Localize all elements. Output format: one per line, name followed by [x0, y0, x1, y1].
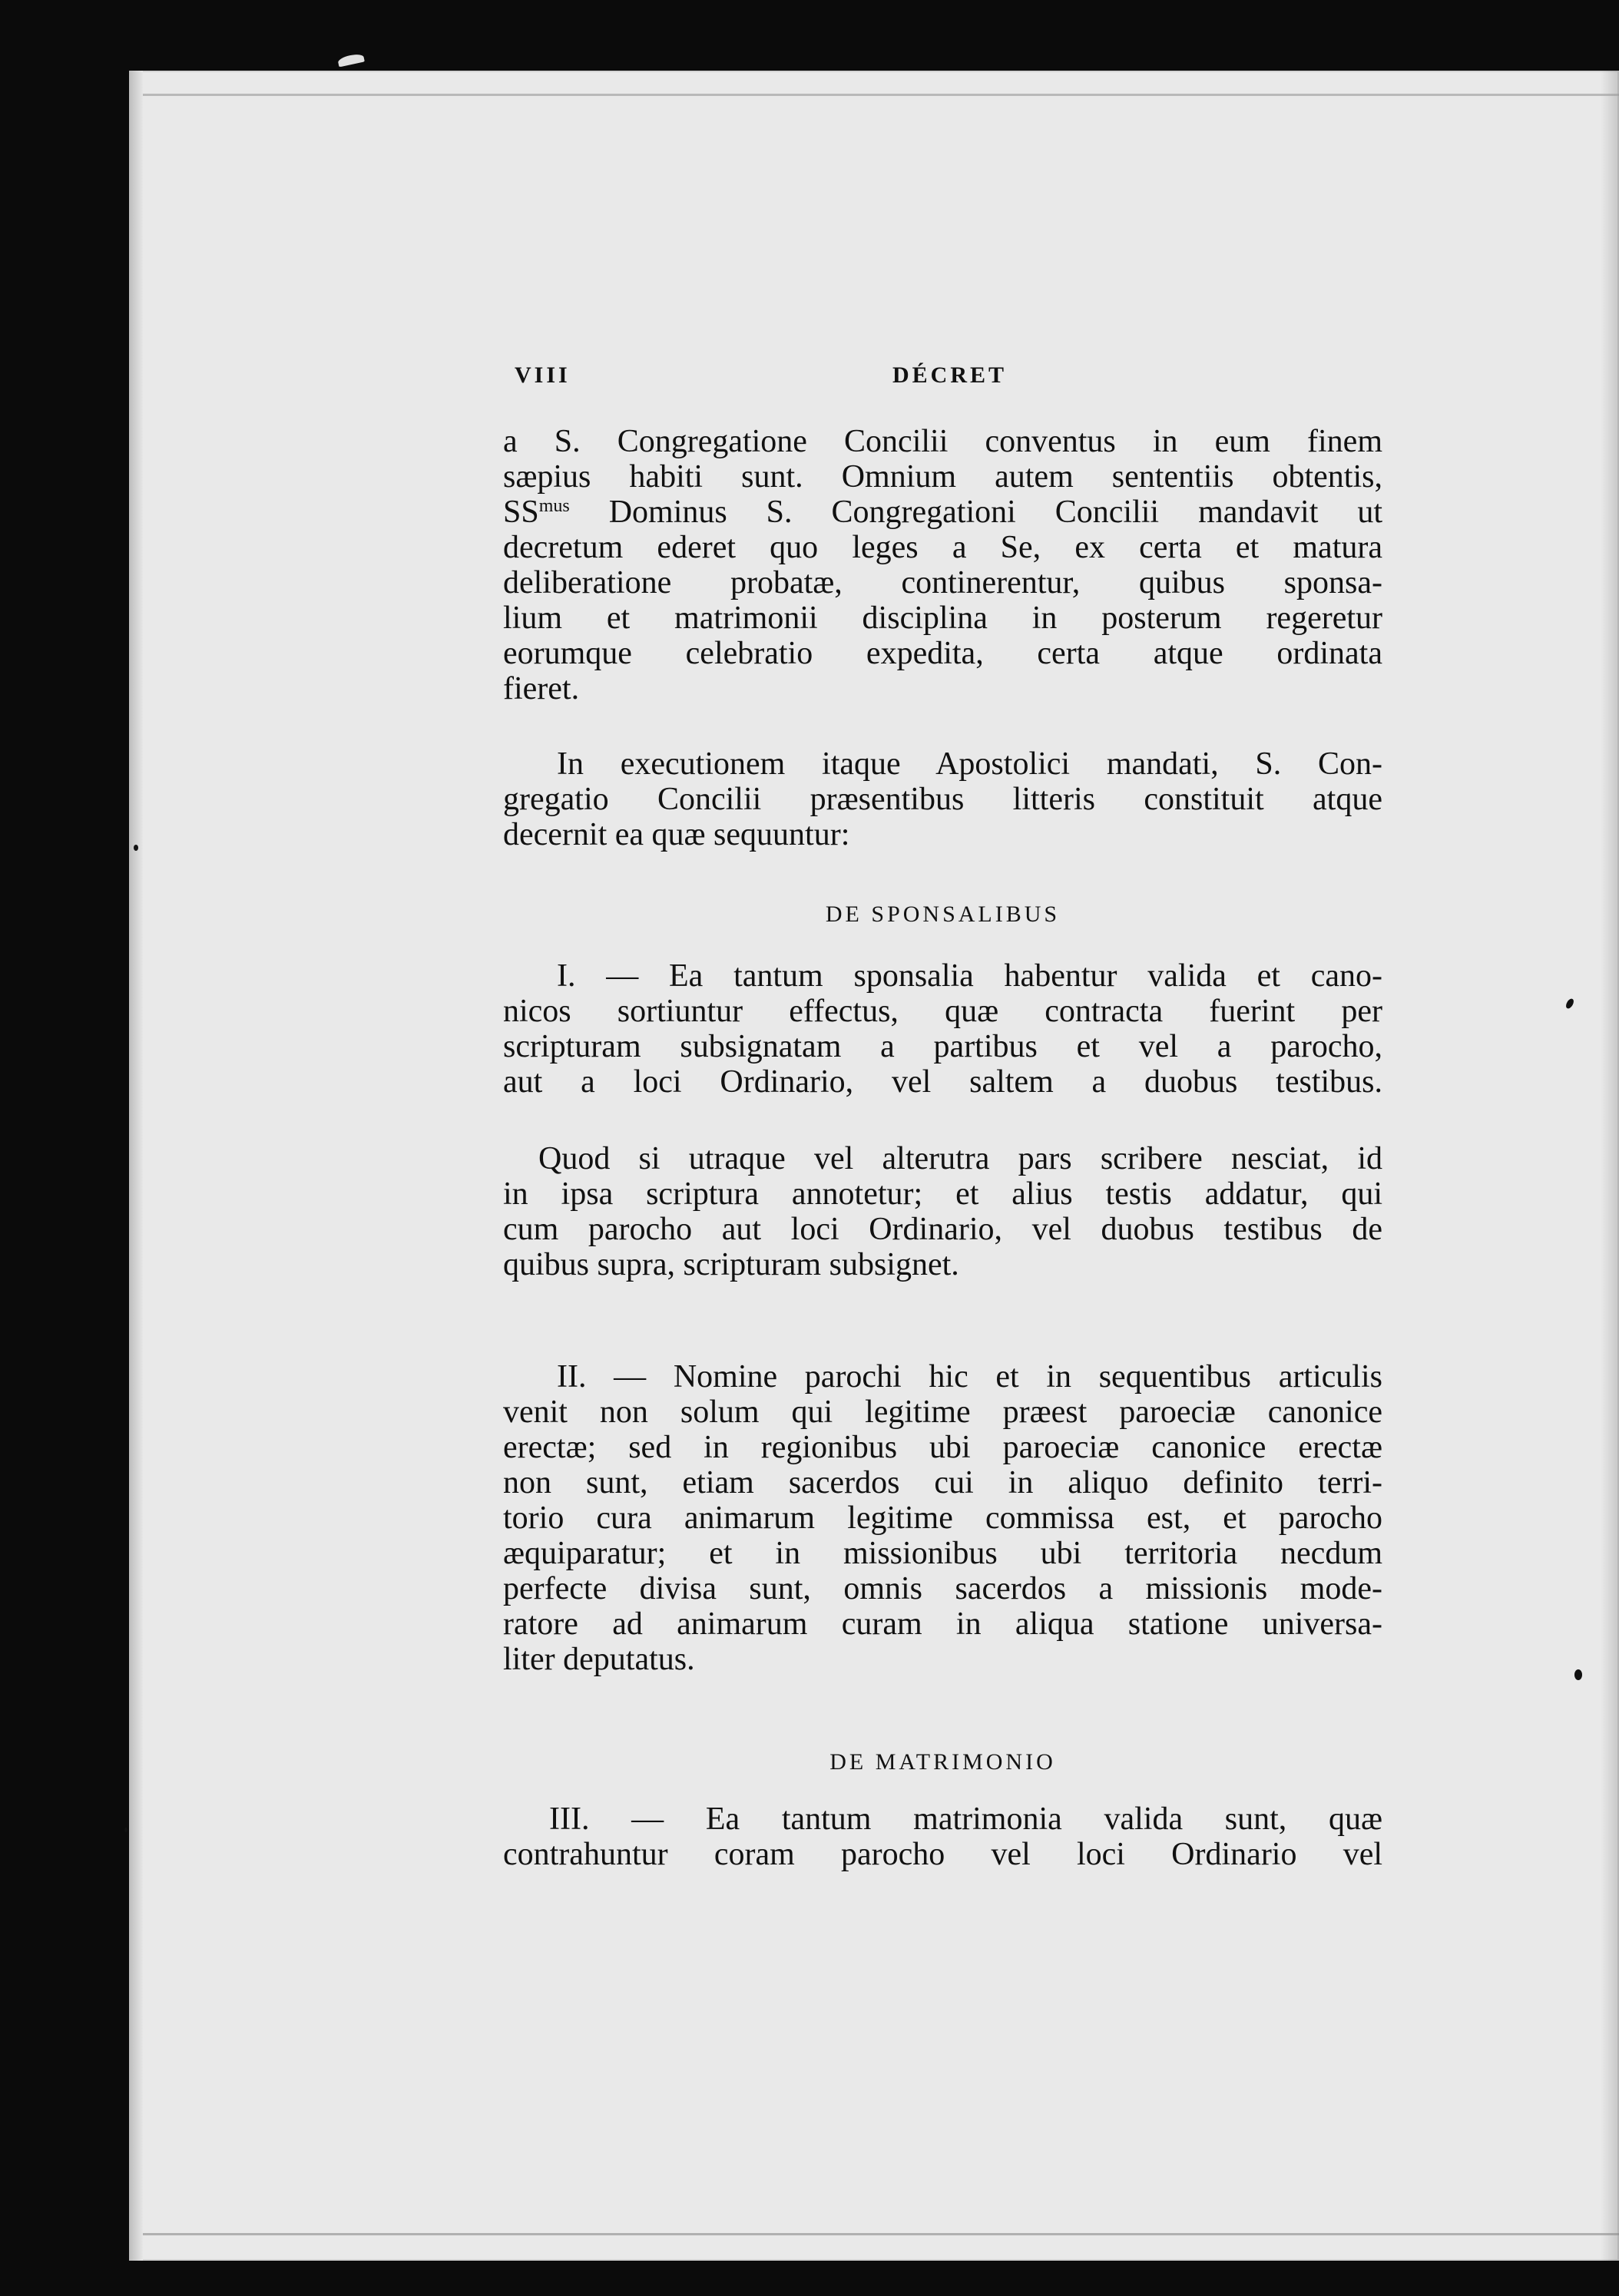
page-left-edge-shadow	[129, 71, 143, 2261]
page-bottom-border-line	[143, 2233, 1619, 2235]
section-heading-sponsalibus: DE SPONSALIBUS	[825, 902, 1061, 927]
article-1	[503, 958, 1382, 1100]
page-header	[515, 362, 1390, 393]
text-line: liter deputatus.	[503, 1642, 695, 1677]
text-line: ratore ad animarum curam in aliqua statione universa-	[503, 1606, 1382, 1642]
text-line: torio cura animarum legitime commissa est, et parocho	[503, 1500, 1382, 1536]
text-line: fieret.	[503, 671, 580, 706]
text-line: deliberatione probatæ, continerentur, quibus sponsa-	[503, 565, 1382, 600]
text-line: I. — Ea tantum sponsalia habentur valida et cano-	[557, 958, 1382, 994]
text-line: decretum ederet quo leges a Se, ex certa et matura	[503, 530, 1382, 565]
text-line: scripturam subsignatam a partibus et vel a parocho,	[503, 1029, 1382, 1064]
text-line: nicos sortiuntur effectus, quæ contracta fuerint per	[503, 994, 1382, 1029]
article-1-continuation	[503, 1141, 1382, 1282]
text-line: erectæ; sed in regionibus ubi paroeciæ canonice erectæ	[503, 1430, 1382, 1465]
text-line: æquiparatur; et in missionibus ubi territoria necdum	[503, 1536, 1382, 1571]
text-line: decernit ea quæ sequuntur:	[503, 817, 850, 852]
text-line: gregatio Concilii præsentibus litteris constituit atque	[503, 782, 1382, 817]
article-2	[503, 1359, 1382, 1677]
text-line: contrahuntur coram parocho vel loci Ordinario vel	[503, 1837, 1382, 1872]
text-line: aut a loci Ordinario, vel saltem a duobus testibus.	[503, 1064, 1382, 1100]
paragraph-2	[503, 746, 1382, 852]
scan-corner-artifact	[337, 53, 365, 68]
text-line: a S. Congregatione Concilii conventus in eum finem	[503, 424, 1382, 459]
text-line: perfecte divisa sunt, omnis sacerdos a missionis mode-	[503, 1571, 1382, 1606]
text-line-with-superscript	[503, 495, 1382, 530]
running-head: DÉCRET	[892, 362, 1008, 388]
text-line: II. — Nomine parochi hic et in sequentibus articulis	[557, 1359, 1382, 1394]
scan-speck	[1574, 1669, 1582, 1680]
text-line: venit non solum qui legitime præest paroeciæ canonice	[503, 1394, 1382, 1430]
section-heading-matrimonio: DE MATRIMONIO	[829, 1749, 1056, 1775]
text-line: Quod si utraque vel alterutra pars scribere nesciat, id	[538, 1141, 1382, 1176]
text-line: in ipsa scriptura annotetur; et alius testis addatur, qui	[503, 1176, 1382, 1212]
paragraph-1	[503, 424, 1382, 706]
text-line: eorumque celebratio expedita, certa atque ordinata	[503, 636, 1382, 671]
text-line: In executionem itaque Apostolici mandati, S. Con-	[557, 746, 1382, 782]
ss-abbrev: SS	[503, 495, 539, 530]
scan-speck	[134, 845, 138, 851]
article-3	[503, 1801, 1382, 1872]
page-right-edge-shadow	[1601, 71, 1619, 2261]
text-line: lium et matrimonii disciplina in posterum regeretur	[503, 600, 1382, 636]
text-line: III. — Ea tantum matrimonia valida sunt, quæ	[549, 1801, 1382, 1837]
page-number: VIII	[515, 362, 571, 388]
text-line: sæpius habiti sunt. Omnium autem sententiis obtentis,	[503, 459, 1382, 495]
superscript-mus: mus	[538, 496, 570, 516]
text-line: cum parocho aut loci Ordinario, vel duobus testibus de	[503, 1212, 1382, 1247]
text-line: non sunt, etiam sacerdos cui in aliquo definito terri-	[503, 1465, 1382, 1500]
text-line: quibus supra, scripturam subsignet.	[503, 1247, 959, 1282]
page-top-border-line	[143, 94, 1619, 96]
scan-speck	[124, 1828, 127, 1832]
text-line-rest: Dominus S. Congregationi Concilii mandavit ut	[608, 495, 1382, 530]
